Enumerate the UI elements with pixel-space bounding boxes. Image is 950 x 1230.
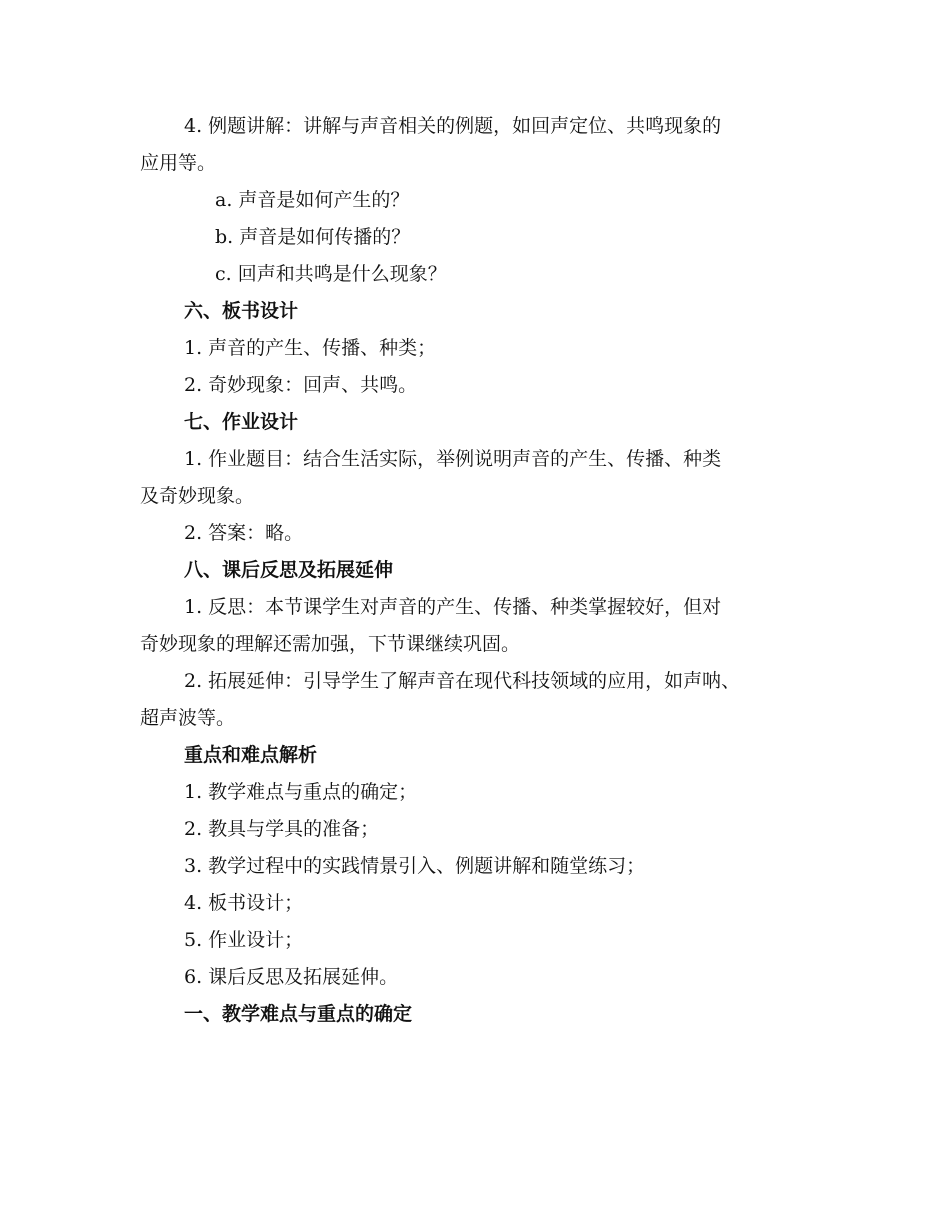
list-item: 5. 作业设计；	[184, 929, 304, 951]
list-item-a: a. 声音是如何产生的？	[215, 189, 410, 211]
list-item: 4. 板书设计；	[184, 892, 304, 914]
section-heading-board-design: 六、板书设计	[184, 300, 299, 322]
list-item: 1. 教学难点与重点的确定；	[184, 781, 418, 803]
list-item: 2. 拓展延伸：引导学生了解声音在现代科技领域的应用，如声呐、	[184, 670, 741, 692]
list-item: 1. 声音的产生、传播、种类；	[184, 337, 437, 359]
paragraph-continuation: 应用等。	[140, 152, 217, 174]
paragraph-example-explanation: 4. 例题讲解：讲解与声音相关的例题，如回声定位、共鸣现象的	[184, 115, 722, 137]
list-item: 2. 教具与学具的准备；	[184, 818, 380, 840]
list-item: 1. 作业题目：结合生活实际，举例说明声音的产生、传播、种类	[184, 448, 722, 470]
paragraph-continuation: 超声波等。	[140, 707, 236, 729]
section-heading-key-points: 重点和难点解析	[184, 744, 318, 766]
list-item: 1. 反思：本节课学生对声音的产生、传播、种类掌握较好，但对	[184, 596, 722, 618]
paragraph-continuation: 奇妙现象的理解还需加强，下节课继续巩固。	[140, 633, 521, 655]
paragraph-continuation: 及奇妙现象。	[140, 485, 255, 507]
list-item: 6. 课后反思及拓展延伸。	[184, 966, 399, 988]
section-heading-difficulties: 一、教学难点与重点的确定	[184, 1003, 413, 1025]
list-item: 2. 奇妙现象：回声、共鸣。	[184, 374, 418, 396]
section-heading-reflection: 八、课后反思及拓展延伸	[184, 559, 394, 581]
list-item-c: c. 回声和共鸣是什么现象？	[215, 263, 447, 285]
list-item: 3. 教学过程中的实践情景引入、例题讲解和随堂练习；	[184, 855, 646, 877]
list-item: 2. 答案：略。	[184, 522, 304, 544]
section-heading-homework-design: 七、作业设计	[184, 411, 299, 433]
list-item-b: b. 声音是如何传播的？	[215, 226, 411, 248]
